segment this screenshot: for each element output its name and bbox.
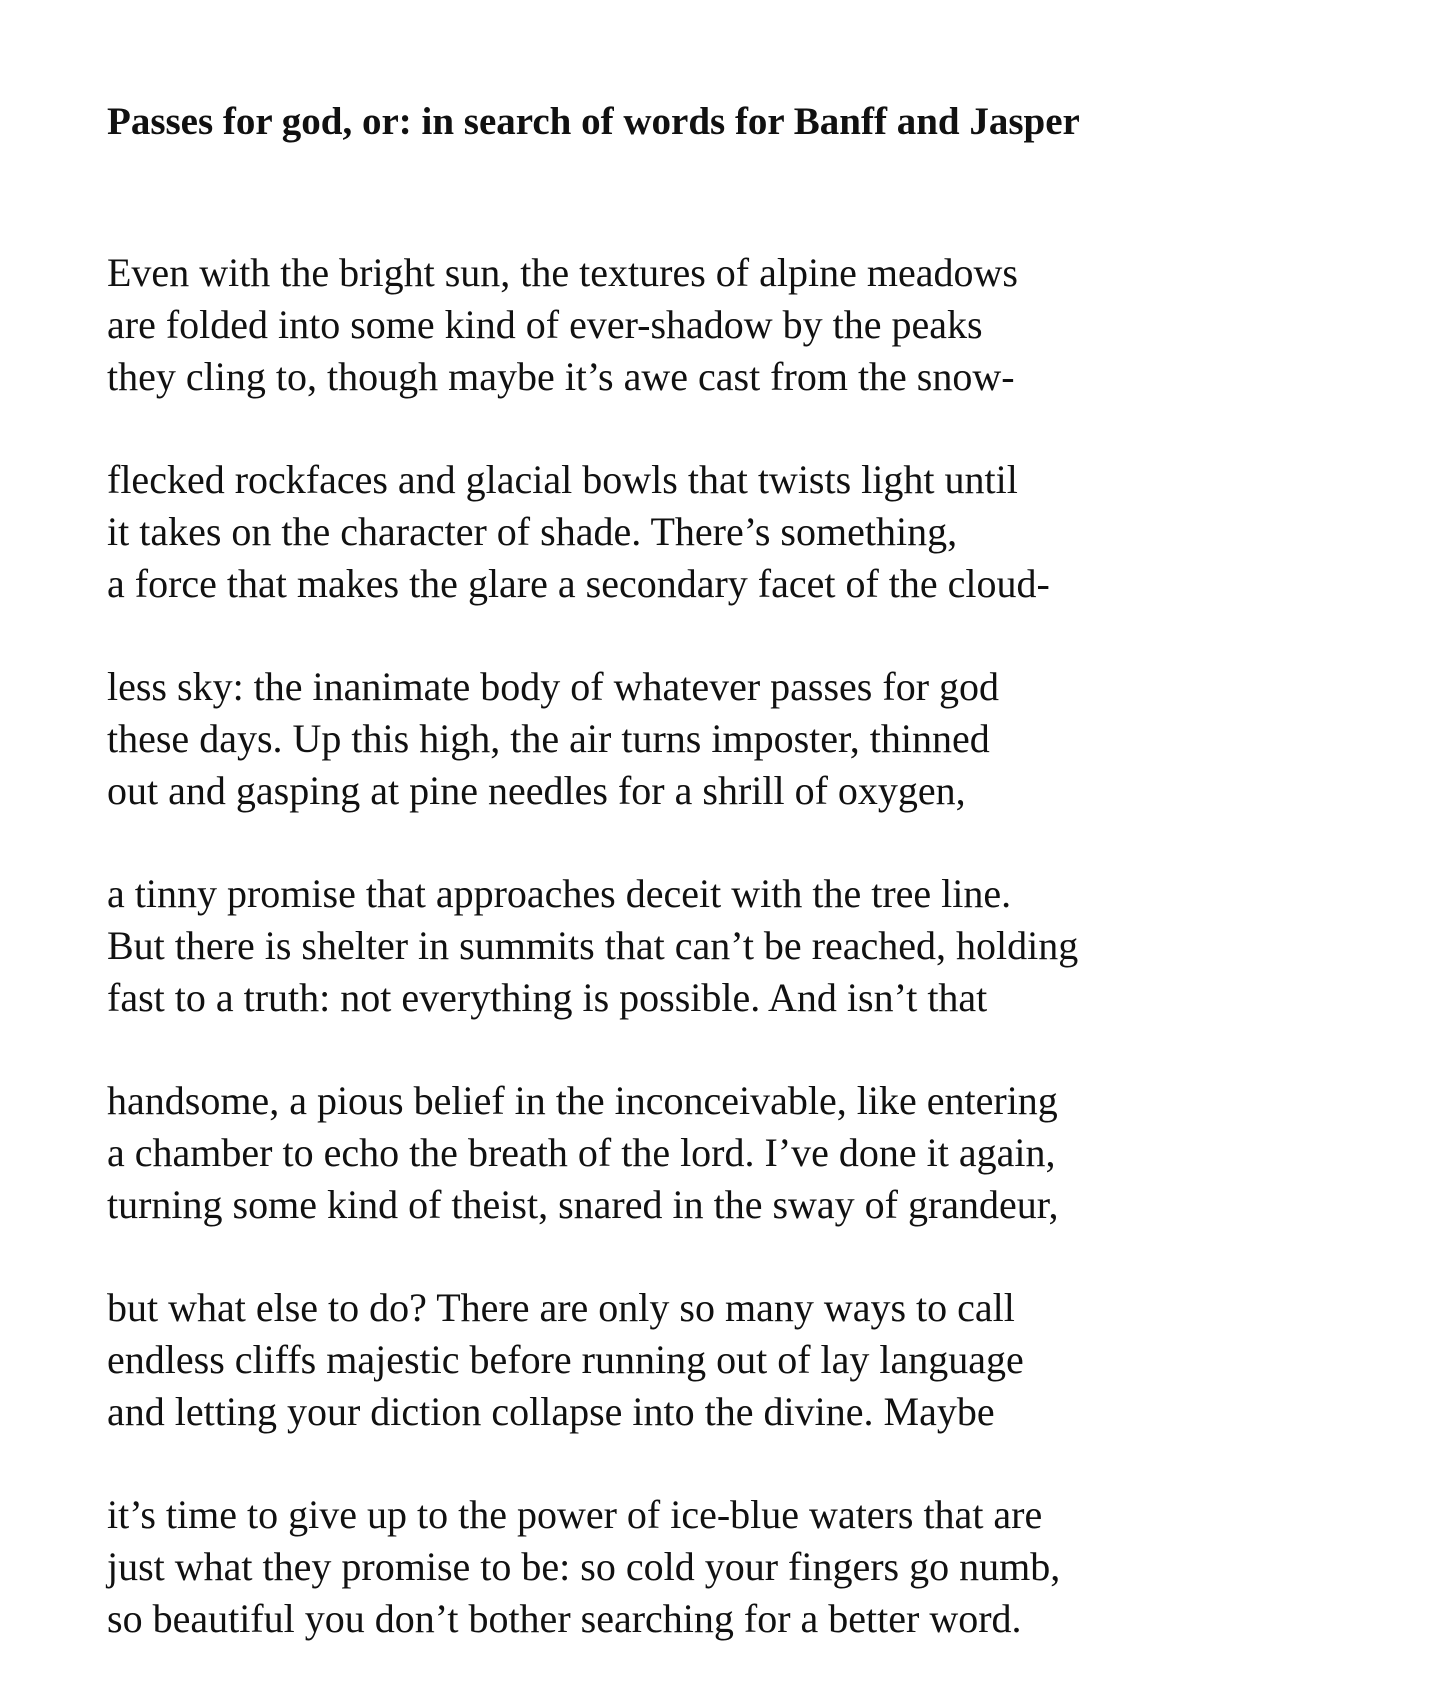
poem-title: Passes for god, or: in search of words for Banff and Jasper: [107, 100, 1080, 143]
poem-line: flecked rockfaces and glacial bowls that twists light until: [107, 457, 1018, 502]
poem-line: a force that makes the glare a secondary facet of the cloud-: [107, 561, 1050, 606]
stanza-1: [107, 247, 1407, 403]
stanza-4: [107, 868, 1407, 1024]
poem-line: turning some kind of theist, snared in the sway of grandeur,: [107, 1182, 1059, 1227]
poem-line: it takes on the character of shade. There’s something,: [107, 509, 958, 554]
poem-line: a chamber to echo the breath of the lord. I’ve done it again,: [107, 1130, 1056, 1175]
poem-line: a tinny promise that approaches deceit with the tree line.: [107, 871, 1012, 916]
poem-line: fast to a truth: not everything is possible. And isn’t that: [107, 975, 988, 1020]
poem-line: But there is shelter in summits that can’t be reached, holding: [107, 923, 1079, 968]
poem-line: and letting your diction collapse into the divine. Maybe: [107, 1389, 995, 1434]
poem-line: Even with the bright sun, the textures of alpine meadows: [107, 250, 1018, 295]
poem-line: less sky: the inanimate body of whatever passes for god: [107, 664, 1000, 709]
poem-line: it’s time to give up to the power of ice-blue waters that are: [107, 1492, 1043, 1537]
stanza-5: [107, 1075, 1407, 1231]
stanza-7: [107, 1489, 1407, 1645]
poem-body: [107, 247, 1407, 1696]
poem-line: they cling to, though maybe it’s awe cast from the snow-: [107, 354, 1015, 399]
poem-line: these days. Up this high, the air turns imposter, thinned: [107, 716, 990, 761]
poem-line: handsome, a pious belief in the inconceivable, like entering: [107, 1078, 1058, 1123]
poem-line: just what they promise to be: so cold your fingers go numb,: [107, 1544, 1061, 1589]
stanza-3: [107, 661, 1407, 817]
poem-line: are folded into some kind of ever-shadow by the peaks: [107, 302, 983, 347]
poem-line: out and gasping at pine needles for a shrill of oxygen,: [107, 768, 966, 813]
poem-line: so beautiful you don’t bother searching for a better word.: [107, 1596, 1022, 1641]
poem-line: but what else to do? There are only so many ways to call: [107, 1285, 1015, 1330]
poem-line: endless cliffs majestic before running out of lay language: [107, 1337, 1024, 1382]
stanza-6: [107, 1282, 1407, 1438]
stanza-2: [107, 454, 1407, 610]
